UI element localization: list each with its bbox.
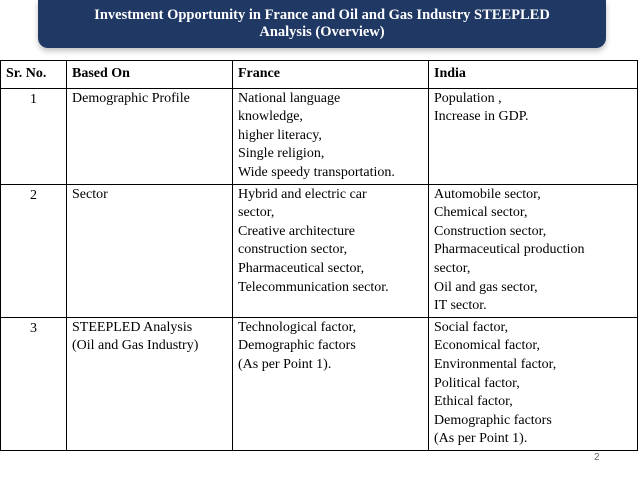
- cell-based-on-line: Sector: [72, 186, 108, 202]
- cell-france-line: (As per Point 1).: [238, 356, 332, 372]
- cell-india-line: Construction sector,: [434, 223, 547, 239]
- cell-india-line: (As per Point 1).: [434, 431, 528, 447]
- cell-france-line: Technological factor,: [238, 319, 357, 335]
- cell-sr-no: 2: [1, 184, 67, 317]
- cell-based-on: [67, 88, 233, 184]
- cell-india-line: Environmental factor,: [434, 356, 557, 372]
- cell-based-on: [67, 184, 233, 317]
- cell-india: [429, 184, 638, 317]
- header-based-on: Based On: [67, 61, 233, 89]
- table-row: [1, 88, 638, 184]
- table-row: [1, 317, 638, 450]
- header-sr-no: Sr. No.: [1, 61, 67, 89]
- header-france: France: [233, 61, 429, 89]
- slide-title-banner: [38, 0, 606, 48]
- header-india: India: [429, 61, 638, 89]
- cell-france-line: Wide speedy transportation.: [238, 164, 395, 180]
- cell-france-line: National language: [238, 90, 341, 106]
- cell-based-on-line: (Oil and Gas Industry): [72, 338, 199, 354]
- cell-india-line: Demographic factors: [434, 412, 552, 428]
- comparison-table: [0, 60, 638, 451]
- cell-france: [233, 88, 429, 184]
- cell-india-line: Social factor,: [434, 319, 509, 335]
- slide-title-line-1: Investment Opportunity in France and Oil and Gas Industry STEEPLED: [94, 7, 550, 23]
- cell-india-line: Automobile sector,: [434, 186, 541, 202]
- cell-sr-no: 1: [1, 88, 67, 184]
- cell-sr-no: 3: [1, 317, 67, 450]
- cell-france: [233, 184, 429, 317]
- cell-france-line: Hybrid and electric car: [238, 186, 367, 202]
- cell-india: [429, 317, 638, 450]
- cell-india-line: sector,: [434, 260, 471, 276]
- cell-france-line: Telecommunication sector.: [238, 279, 389, 295]
- cell-france-line: Demographic factors: [238, 338, 356, 354]
- cell-india-line: Population ,: [434, 90, 502, 106]
- cell-india-line: Ethical factor,: [434, 394, 513, 410]
- cell-india-line: IT sector.: [434, 298, 487, 314]
- cell-based-on-line: Demographic Profile: [72, 90, 190, 106]
- cell-france-line: knowledge,: [238, 109, 303, 125]
- cell-india: [429, 88, 638, 184]
- cell-india-line: Pharmaceutical production: [434, 242, 585, 258]
- cell-based-on-line: STEEPLED Analysis: [72, 319, 193, 335]
- cell-france-line: sector,: [238, 205, 275, 221]
- cell-india-line: Increase in GDP.: [434, 109, 529, 125]
- cell-france-line: Creative architecture: [238, 223, 355, 239]
- table-header-row: [1, 61, 638, 89]
- cell-france-line: higher literacy,: [238, 127, 322, 143]
- cell-france-line: Pharmaceutical sector,: [238, 260, 365, 276]
- cell-india-line: Chemical sector,: [434, 205, 528, 221]
- cell-france-line: Single religion,: [238, 146, 325, 162]
- cell-france-line: construction sector,: [238, 242, 348, 258]
- table-row: [1, 184, 638, 317]
- cell-based-on: [67, 317, 233, 450]
- cell-india-line: Political factor,: [434, 375, 520, 391]
- page-number: 2: [594, 452, 600, 463]
- cell-india-line: Oil and gas sector,: [434, 279, 538, 295]
- cell-india-line: Economical factor,: [434, 338, 540, 354]
- cell-france: [233, 317, 429, 450]
- slide-title-line-2: Analysis (Overview): [259, 24, 385, 40]
